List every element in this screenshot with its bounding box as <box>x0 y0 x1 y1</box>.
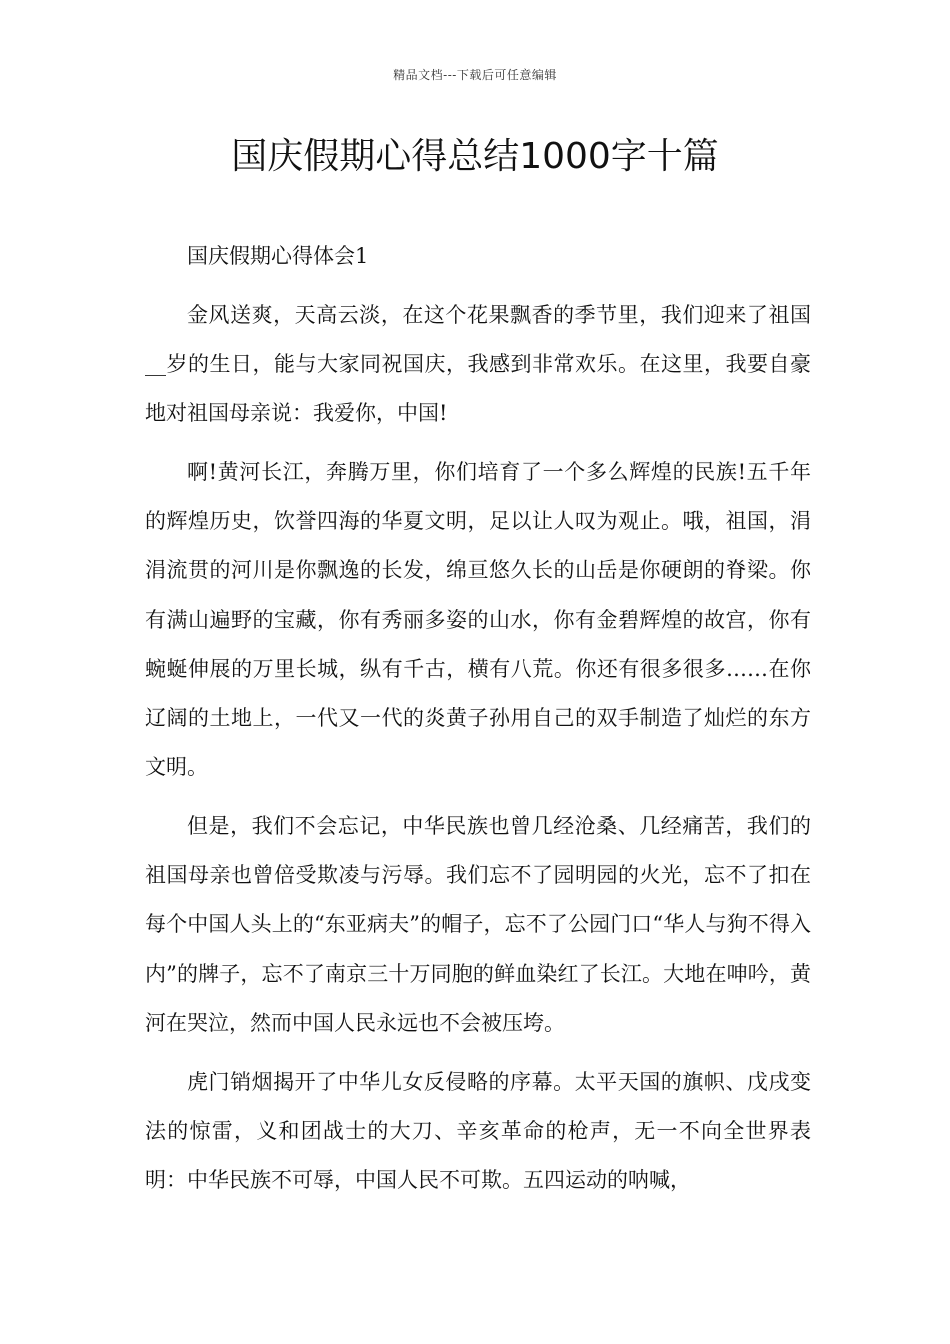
paragraph-1: 金风送爽，天高云淡，在这个花果飘香的季节里，我们迎来了祖国__岁的生日，能与大家同祝国庆，我感到非常欢乐。在这里，我要自豪地对祖国母亲说：我爱你，中国! <box>145 302 811 426</box>
paragraph-3: 但是，我们不会忘记，中华民族也曾几经沧桑、几经痛苦，我们的祖国母亲也曾倍受欺凌与污辱。我们忘不了园明园的火光，忘不了扣在每个中国人头上的“东亚病夫”的帽子，忘不了公园门口“华人与狗不得入内”的牌子，忘不了南京三十万同胞的鲜血染红了长江。大地在呻吟，黄河在哭泣，然而中国人民永远也不会被压垮。 <box>145 814 811 1035</box>
paragraph-4: 虎门销烟揭开了中华儿女反侵略的序幕。太平天国的旗帜、戊戌变法的惊雷，义和团战士的大刀、辛亥革命的枪声，无一不向全世界表明：中华民族不可辱，中国人民不可欺。五四运动的呐喊， <box>145 1069 811 1193</box>
document-body <box>145 232 811 1215</box>
document-title: 国庆假期心得总结1000字十篇 <box>231 136 719 177</box>
paragraph-2: 啊!黄河长江，奔腾万里，你们培育了一个多么辉煌的民族!五千年的辉煌历史，饮誉四海的华夏文明，足以让人叹为观止。哦，祖国，涓涓流贯的河川是你飘逸的长发，绵亘悠久长的山岳是你硬朗的脊梁。你有满山遍野的宝藏，你有秀丽多姿的山水，你有金碧辉煌的故宫，你有蜿蜒伸展的万里长城，纵有千古，横有八荒。你还有很多很多……在你辽阔的土地上，一代又一代的炎黄子孙用自己的双手制造了灿烂的东方文明。 <box>145 460 811 780</box>
section-heading: 国庆假期心得体会1 <box>187 244 369 268</box>
header-note: 精品文档---下载后可任意编辑 <box>393 68 557 82</box>
